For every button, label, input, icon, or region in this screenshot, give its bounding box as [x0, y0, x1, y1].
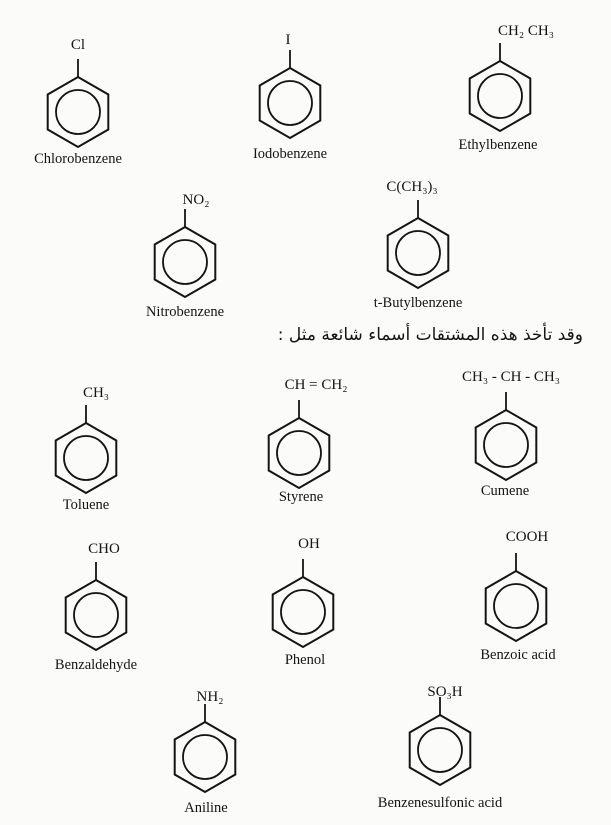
substituent-label: CH = CH₂ — [284, 377, 348, 393]
compound-name: Styrene — [278, 489, 324, 505]
aromatic-circle — [56, 90, 100, 134]
benzene-ring-benzoic-acid — [486, 553, 547, 641]
aromatic-circle — [74, 593, 118, 637]
compound-name: Benzenesulfonic acid — [377, 795, 503, 811]
substituent-label: CH₂ CH₃ — [498, 23, 554, 39]
substituent-label: SO₃H — [427, 684, 463, 700]
benzene-ring-styrene — [269, 400, 330, 488]
compound-name: Toluene — [62, 497, 110, 513]
substituent-label: CH₃ - CH - CH₃ — [462, 369, 560, 385]
aromatic-circle — [478, 74, 522, 118]
substituent-label: NO₂ — [182, 192, 210, 208]
substituent-label: I — [285, 32, 291, 48]
compound-name: Ethylbenzene — [458, 137, 538, 153]
aromatic-circle — [183, 735, 227, 779]
aromatic-circle — [163, 240, 207, 284]
benzene-ring-iodobenzene — [260, 50, 321, 138]
substituent-label: C(CH₃)₃ — [386, 179, 438, 195]
aromatic-circle — [396, 231, 440, 275]
benzene-ring-aniline — [175, 704, 236, 792]
substituent-label: Cl — [70, 37, 86, 53]
substituent-label: OH — [298, 536, 320, 552]
compound-name: Phenol — [284, 652, 326, 668]
compound-name: t-Butylbenzene — [373, 295, 463, 311]
benzene-ring-phenol — [273, 559, 334, 647]
compound-name: Chlorobenzene — [34, 151, 122, 167]
benzene-ring-cumene — [476, 392, 537, 480]
compound-name: Cumene — [480, 483, 530, 499]
compound-name: Aniline — [184, 800, 228, 816]
aromatic-circle — [268, 81, 312, 125]
aromatic-circle — [418, 728, 462, 772]
substituent-label: CHO — [88, 541, 120, 557]
compound-name: Iodobenzene — [252, 146, 328, 162]
arabic-caption: وقد تأخذ هذه المشتقات أسماء شائعة مثل : — [277, 325, 583, 345]
benzene-ring-toluene — [56, 405, 117, 493]
benzene-ring-benzenesulfonic-acid — [410, 697, 471, 785]
benzene-ring-t-butylbenzene — [388, 200, 449, 288]
substituent-label: NH₂ — [196, 689, 224, 705]
benzene-ring-ethylbenzene — [470, 43, 531, 131]
aromatic-circle — [277, 431, 321, 475]
benzene-ring-nitrobenzene — [155, 209, 216, 297]
aromatic-circle — [494, 584, 538, 628]
compound-name: Nitrobenzene — [145, 304, 225, 320]
aromatic-circle — [64, 436, 108, 480]
benzene-ring-chlorobenzene — [48, 59, 109, 147]
benzene-ring-benzaldehyde — [66, 562, 127, 650]
compound-name: Benzaldehyde — [54, 657, 138, 673]
substituent-label: COOH — [505, 529, 549, 545]
compound-name: Benzoic acid — [480, 647, 556, 663]
substituent-label: CH₃ — [82, 385, 110, 401]
aromatic-circle — [281, 590, 325, 634]
aromatic-circle — [484, 423, 528, 467]
